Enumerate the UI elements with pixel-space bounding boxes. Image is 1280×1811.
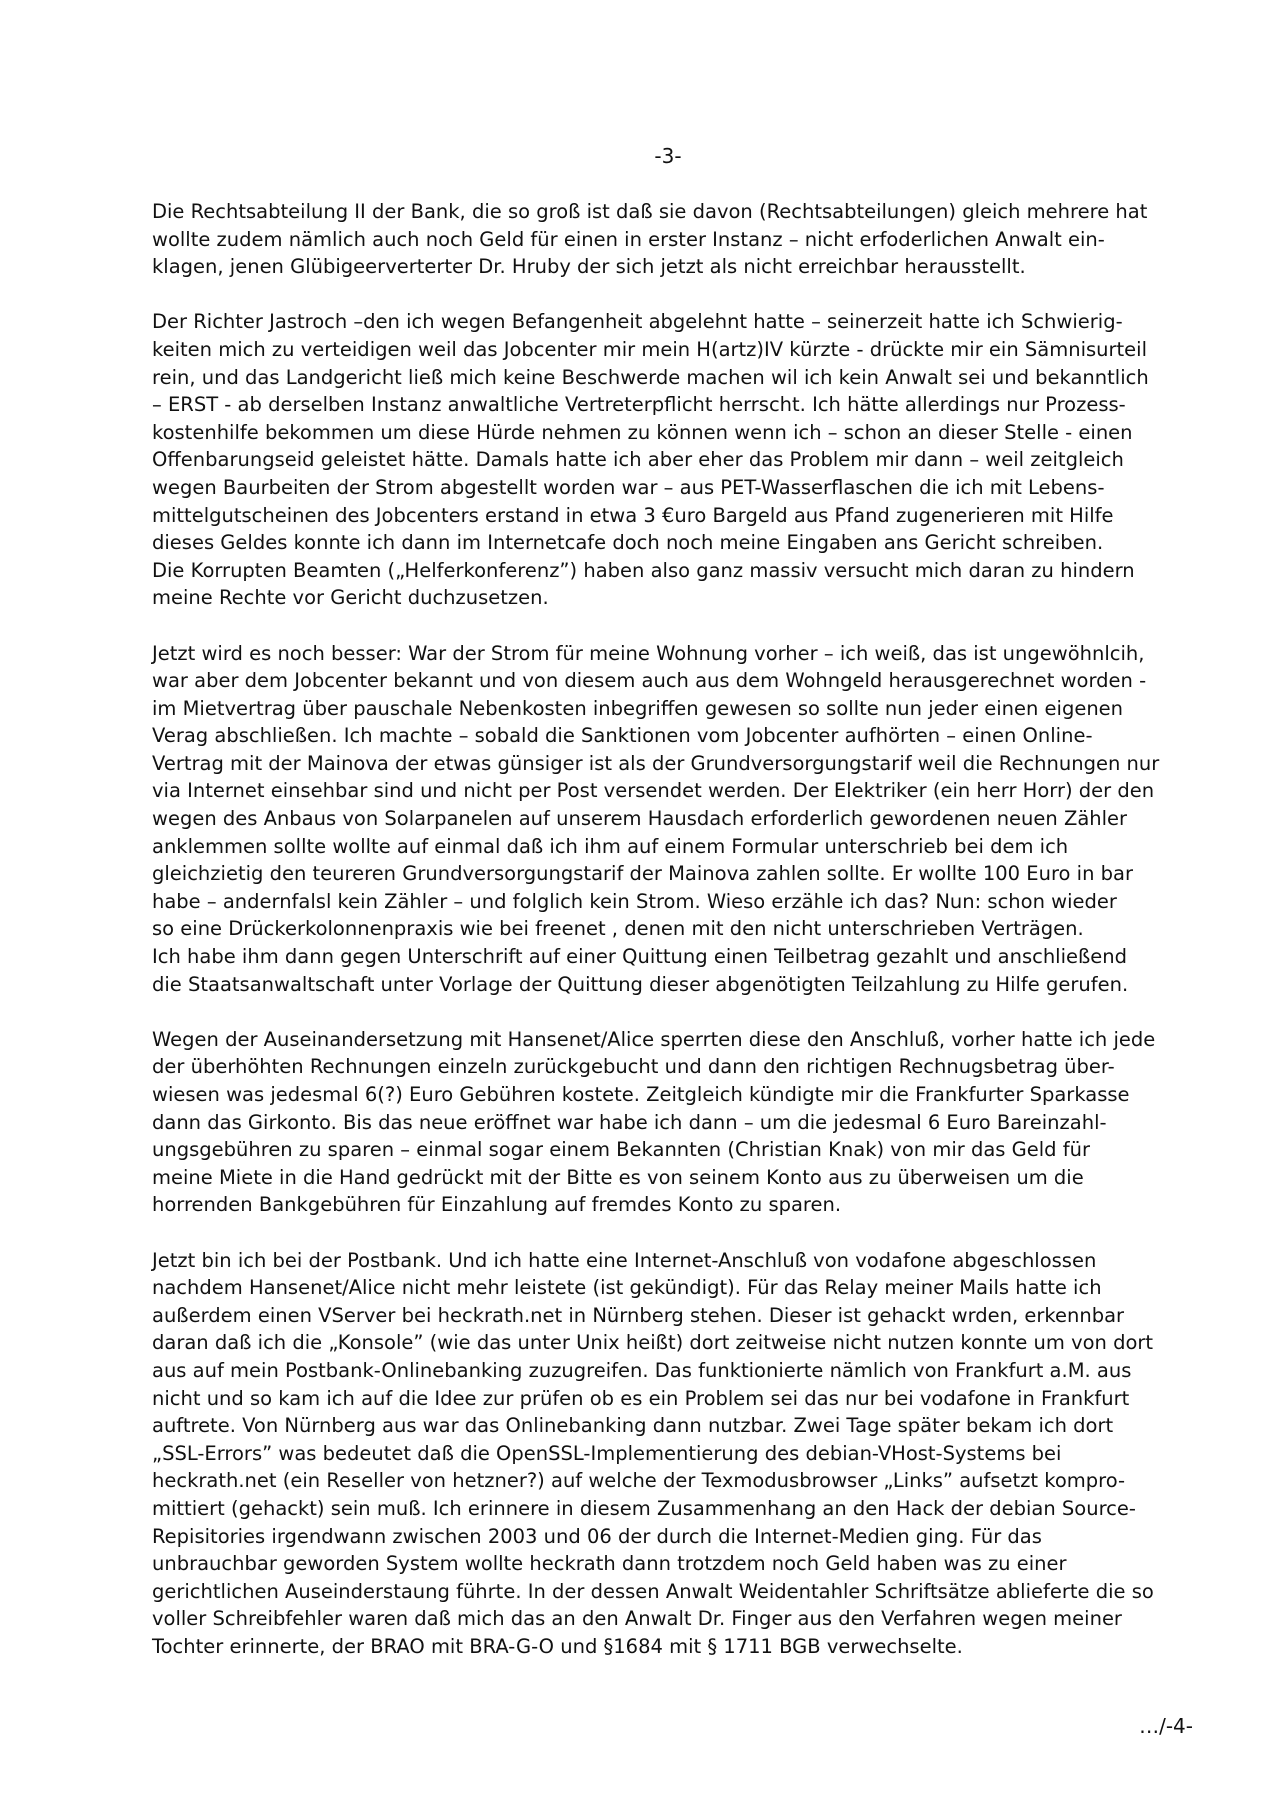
text-line: war aber dem Jobcenter bekannt und von diesem auch aus dem Wohngeld herausgerechnet worden - bbox=[152, 669, 1147, 693]
paragraph bbox=[152, 198, 1190, 281]
text-line: klagen, jenen Glübigeerverterter Dr. Hruby der sich jetzt als nicht erreichbar herausstellt. bbox=[152, 255, 1026, 279]
continuation-marker: …/-4- bbox=[1139, 1714, 1193, 1738]
text-line: wegen des Anbaus von Solarpanelen auf unserem Hausdach erforderlich gewordenen neuen Zähler bbox=[152, 807, 1128, 831]
text-line: ungsgebühren zu sparen – einmal sogar einem Bekannten (Christian Knak) von mir das Geld für bbox=[152, 1138, 1090, 1162]
text-line: mittelgutscheinen des Jobcenters erstand in etwa 3 €uro Bargeld aus Pfand zugenerieren mit Hilfe bbox=[152, 503, 1114, 527]
text-line: Verag abschließen. Ich machte – sobald die Sanktionen vom Jobcenter aufhörten – einen Online- bbox=[152, 724, 1093, 748]
text-line: horrenden Bankgebühren für Einzahlung auf fremdes Konto zu sparen. bbox=[152, 1193, 842, 1217]
text-line: Der Richter Jastroch –den ich wegen Befangenheit abgelehnt hatte – seinerzeit hatte ich Schwierig- bbox=[152, 310, 1123, 334]
text-line: via Internet einsehbar sind und nicht per Post versendet werden. Der Elektriker (ein herr Horr) der den bbox=[152, 779, 1155, 803]
text-line: kostenhilfe bekommen um diese Hürde nehmen zu können wenn ich – schon an dieser Stelle - einen bbox=[152, 420, 1133, 444]
text-line: Vertrag mit der Mainova der etwas günsiger ist als der Grundversorgungstarif weil die Rechnungen nur bbox=[152, 751, 1160, 775]
paragraph bbox=[152, 1026, 1190, 1219]
text-line: „SSL-Errors” was bedeutet daß die OpenSSL-Implementierung des debian-VHost-Systems bei bbox=[152, 1441, 1062, 1465]
text-line: Offenbarungseid geleistet hätte. Damals hatte ich aber eher das Problem mir dann – weil zeitgleich bbox=[152, 448, 1124, 472]
text-line: rein, und das Landgericht ließ mich keine Beschwerde machen wil ich kein Anwalt sei und bekanntlich bbox=[152, 365, 1149, 389]
text-line: so eine Drückerkolonnenpraxis wie bei freenet , denen mit den nicht unterschrieben Verträgen. bbox=[152, 917, 1084, 941]
text-line: wegen Baurbeiten der Strom abgestellt worden war – aus PET-Wasserflaschen die ich mit Lebens- bbox=[152, 475, 1105, 499]
text-line: nachdem Hansenet/Alice nicht mehr leistete (ist gekündigt). Für das Relay meiner Mails hatte ich bbox=[152, 1276, 1102, 1300]
text-line: meine Miete in die Hand gedrückt mit der Bitte es von seinem Konto aus zu überweisen um die bbox=[152, 1165, 1084, 1189]
text-line: voller Schreibfehler waren daß mich das an den Anwalt Dr. Finger aus den Verfahren wegen meiner bbox=[152, 1607, 1122, 1631]
paragraph bbox=[152, 308, 1190, 612]
text-line: unbrauchbar geworden System wollte heckrath dann trotzdem noch Geld haben was zu einer bbox=[152, 1552, 1067, 1576]
text-line: außerdem einen VServer bei heckrath.net in Nürnberg stehen. Dieser ist gehackt wrden, erkennbar bbox=[152, 1303, 1125, 1327]
text-line: wollte zudem nämlich auch noch Geld für einen in erster Instanz – nicht erfoderlichen Anwalt ein- bbox=[152, 227, 1105, 251]
text-line: Ich habe ihm dann gegen Unterschrift auf einer Quittung einen Teilbetrag gezahlt und anschließend bbox=[152, 945, 1128, 969]
text-line: mittiert (gehackt) sein muß. Ich erinnere in diesem Zusammenhang an den Hack der debian Source- bbox=[152, 1496, 1136, 1520]
text-line: daran daß ich die „Konsole” (wie das unter Unix heißt) dort zeitweise nicht nutzen konnte um von dort bbox=[152, 1331, 1154, 1355]
text-line: Jetzt bin ich bei der Postbank. Und ich hatte eine Internet-Anschluß von vodafone abgeschlossen bbox=[152, 1248, 1097, 1272]
text-line: nicht und so kam ich auf die Idee zur prüfen ob es ein Problem sei das nur bei vodafone in Frankfurt bbox=[152, 1386, 1130, 1410]
text-line: – ERST - ab derselben Instanz anwaltliche Vertreterpflicht herrscht. Ich hätte allerdings nur Prozess- bbox=[152, 393, 1126, 417]
text-line: Die Rechtsabteilung II der Bank, die so groß ist daß sie davon (Rechtsabteilungen) gleich mehrere hat bbox=[152, 200, 1148, 223]
document-body bbox=[152, 198, 1190, 1688]
text-line: aus auf mein Postbank-Onlinebanking zuzugreifen. Das funktionierte nämlich von Frankfurt a.M. aus bbox=[152, 1358, 1132, 1382]
text-line: dann das Girkonto. Bis das neue eröffnet war habe ich dann – um die jedesmal 6 Euro Bareinzahl- bbox=[152, 1110, 1107, 1134]
text-line: im Mietvertrag über pauschale Nebenkosten inbegriffen gewesen so sollte nun jeder einen eigenen bbox=[152, 696, 1124, 720]
text-line: meine Rechte vor Gericht duchzusetzen. bbox=[152, 586, 549, 610]
text-line: gerichtlichen Auseinderstaung führte. In der dessen Anwalt Weidentahler Schriftsätze ablieferte die so bbox=[152, 1579, 1154, 1603]
text-line: wiesen was jedesmal 6(?) Euro Gebühren kostete. Zeitgleich kündigte mir die Frankfurter Sparkasse bbox=[152, 1083, 1130, 1106]
text-line: Tochter erinnerte, der BRAO mit BRA-G-O und §1684 mit § 1711 BGB verwechselte. bbox=[152, 1634, 963, 1658]
text-line: die Staatsanwaltschaft unter Vorlage der Quittung dieser abgenötigten Teilzahlung zu Hilfe gerufen. bbox=[152, 972, 1129, 996]
text-line: gleichzietig den teureren Grundversorgungstarif der Mainova zahlen sollte. Er wollte 100 Euro in bar bbox=[152, 862, 1133, 886]
text-line: der überhöhten Rechnungen einzeln zurückgebucht und dann den richtigen Rechnugsbetrag über- bbox=[152, 1055, 1115, 1079]
text-line: auftrete. Von Nürnberg aus war das Onlinebanking dann nutzbar. Zwei Tage später bekam ich dort bbox=[152, 1414, 1114, 1438]
text-line: Wegen der Auseinandersetzung mit Hansenet/Alice sperrten diese den Anschluß, vorher hatte ich jede bbox=[152, 1027, 1156, 1051]
page-number: -3- bbox=[654, 144, 682, 168]
text-line: dieses Geldes konnte ich dann im Internetcafe doch noch meine Eingaben ans Gericht schreiben. bbox=[152, 531, 1104, 555]
paragraph bbox=[152, 1247, 1190, 1661]
text-line: keiten mich zu verteidigen weil das Jobcenter mir mein H(artz)IV kürzte - drückte mir ein Sämnisurteil bbox=[152, 337, 1148, 361]
text-line: heckrath.net (ein Reseller von hetzner?) auf welche der Texmodusbrowser „Links” aufsetzt kompro- bbox=[152, 1469, 1126, 1493]
text-line: Repisitories irgendwann zwischen 2003 und 06 der durch die Internet-Medien ging. Für das bbox=[152, 1524, 1042, 1548]
paragraph bbox=[152, 640, 1190, 999]
text-line: habe – andernfalsl kein Zähler – und folglich kein Strom. Wieso erzähle ich das? Nun: schon wieder bbox=[152, 889, 1117, 913]
text-line: Jetzt wird es noch besser: War der Strom für meine Wohnung vorher – ich weiß, das ist ungewöhnlcih, bbox=[152, 641, 1145, 665]
text-line: anklemmen sollte wollte auf einmal daß ich ihm auf einem Formular unterschrieb bei dem ich bbox=[152, 834, 1069, 858]
text-line: Die Korrupten Beamten („Helferkonferenz”) haben also ganz massiv versucht mich daran zu hindern bbox=[152, 558, 1135, 582]
